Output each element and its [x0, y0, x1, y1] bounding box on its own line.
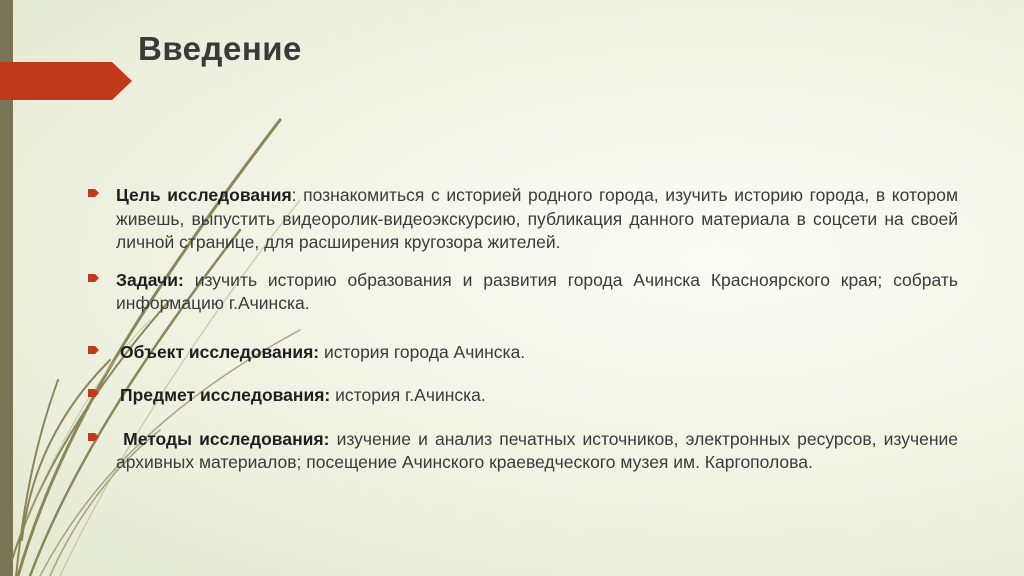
item-text: история г.Ачинска. — [330, 385, 486, 405]
list-item-tasks — [88, 269, 958, 316]
item-label: Задачи: — [116, 269, 184, 290]
red-arrow-bullet-icon — [88, 187, 100, 199]
content-list — [88, 184, 958, 475]
item-label: Объект исследования: — [120, 341, 320, 362]
item-label: Предмет исследования: — [120, 385, 331, 405]
title-ribbon-icon — [0, 62, 132, 100]
red-arrow-bullet-icon — [88, 272, 100, 284]
item-label: Цель исследования — [116, 185, 292, 205]
item-text: : познакомиться с историей родного города, изучить историю города, в котором живешь, выпустить видеоролик-видеоэкскурсию, публикация данного материала в соцсети на своей личной странице, для расширения кругозора жителей. — [116, 185, 958, 252]
item-text: изучение и анализ печатных источников, электронных ресурсов, изучение архивных материалов; посещение Ачинского краеведческого музея им. Каргополова. — [116, 428, 958, 472]
list-item-object — [88, 341, 958, 365]
red-arrow-bullet-icon — [88, 387, 100, 399]
list-item-goal — [88, 184, 958, 255]
list-item-methods — [88, 428, 958, 475]
item-text: история города Ачинска. — [319, 341, 526, 362]
item-text: изучить историю образования и развития города Ачинска Красноярского края; собрать информацию г.Ачинска. — [116, 269, 958, 313]
page-title: Введение — [138, 30, 302, 67]
red-arrow-bullet-icon — [88, 431, 100, 443]
list-item-subject — [88, 384, 958, 408]
item-label: Методы исследования: — [116, 428, 330, 449]
red-arrow-bullet-icon — [88, 344, 100, 356]
